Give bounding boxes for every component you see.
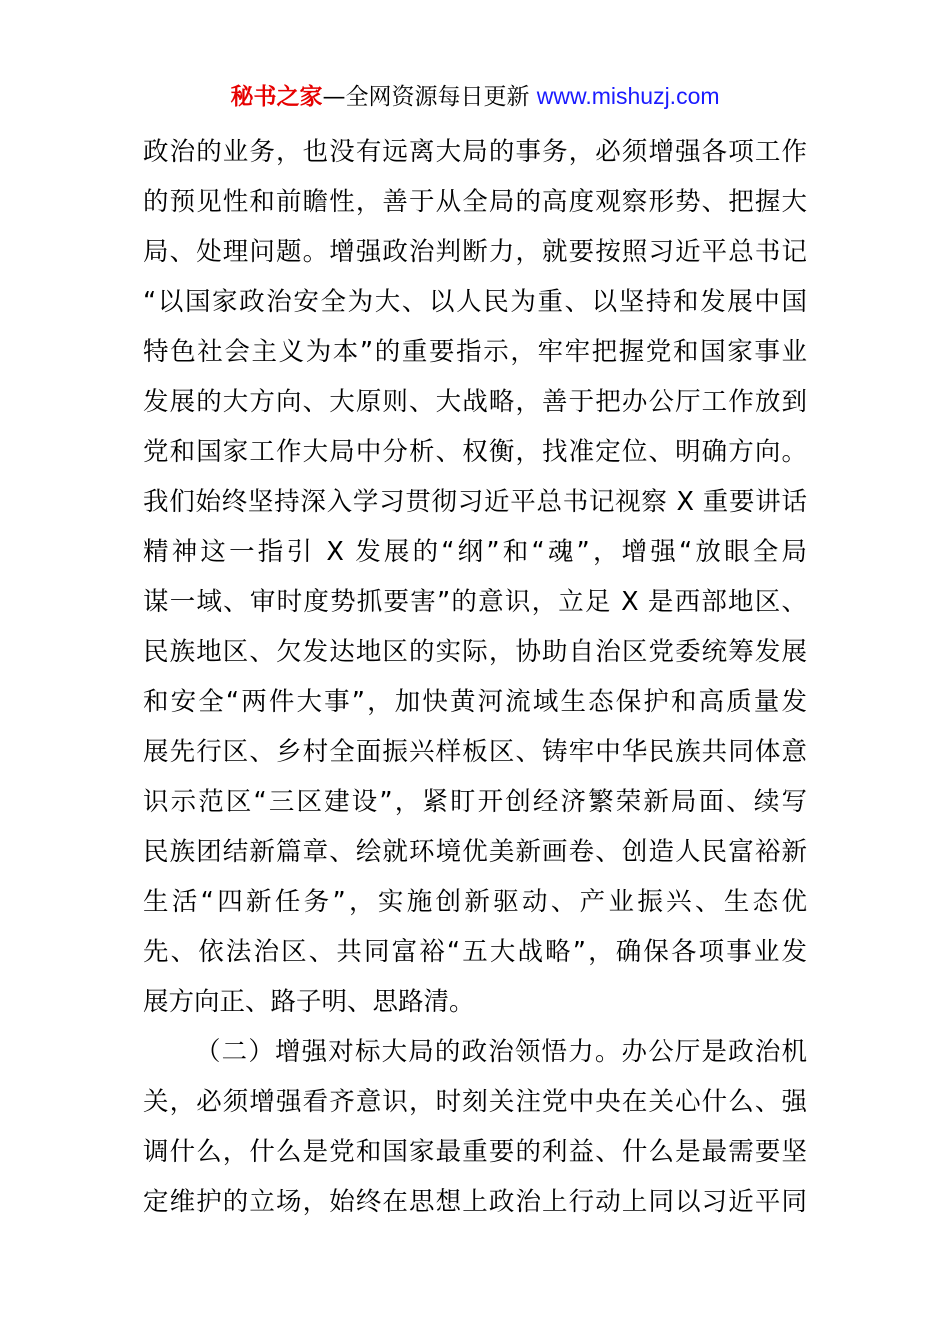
text-line: 先、依法治区、共同富裕“五大战略”，确保各项事业发: [143, 937, 807, 967]
page-header: [0, 80, 950, 113]
text-line: 政治的业务，也没有远离大局的事务，必须增强各项工作: [143, 137, 807, 167]
text-line: 特色社会主义为本”的重要指示，牢牢把握党和国家事业: [143, 337, 807, 367]
text-line: 谋一域、审时度势抓要害”的意识，立足 X 是西部地区、: [143, 587, 807, 617]
text-line: 关，必须增强看齐意识，时刻关注党中央在关心什么、强: [143, 1087, 807, 1117]
paragraph: [143, 1027, 807, 1227]
document-body: [143, 127, 807, 1227]
text-line: 民族地区、欠发达地区的实际，协助自治区党委统筹发展: [143, 637, 807, 667]
text-line: （二）增强对标大局的政治领悟力。办公厅是政治机: [195, 1037, 807, 1067]
text-line: 和安全“两件大事”，加快黄河流域生态保护和高质量发: [143, 687, 807, 717]
text-line: 我们始终坚持深入学习贯彻习近平总书记视察 X 重要讲话: [143, 487, 807, 517]
text-line: 的预见性和前瞻性，善于从全局的高度观察形势、把握大: [143, 187, 807, 217]
text-line: 局、处理问题。增强政治判断力，就要按照习近平总书记: [143, 237, 807, 267]
text-line: 民族团结新篇章、绘就环境优美新画卷、创造人民富裕新: [143, 837, 807, 867]
text-line: 生活“四新任务”，实施创新驱动、产业振兴、生态优: [143, 887, 807, 917]
text-line: 调什么，什么是党和国家最重要的利益、什么是最需要坚: [143, 1137, 807, 1167]
text-line: 展先行区、乡村全面振兴样板区、铸牢中华民族共同体意: [143, 737, 807, 767]
paragraph: [143, 127, 807, 1027]
brand-name: 秘书之家: [230, 84, 323, 110]
header-tagline: —全网资源每日更新: [322, 84, 530, 110]
text-line: 识示范区“三区建设”，紧盯开创经济繁荣新局面、续写: [143, 787, 807, 817]
site-url[interactable]: www.mishuzj.com: [536, 83, 720, 109]
text-line: “以国家政治安全为大、以人民为重、以坚持和发展中国: [143, 287, 807, 317]
text-line: 精神这一指引 X 发展的“纲”和“魂”，增强“放眼全局: [143, 537, 807, 567]
text-line: 发展的大方向、大原则、大战略，善于把办公厅工作放到: [143, 387, 807, 417]
text-line: 定维护的立场，始终在思想上政治上行动上同以习近平同: [143, 1187, 807, 1217]
text-line: 展方向正、路子明、思路清。: [143, 987, 475, 1017]
text-line: 党和国家工作大局中分析、权衡，找准定位、明确方向。: [143, 437, 807, 467]
